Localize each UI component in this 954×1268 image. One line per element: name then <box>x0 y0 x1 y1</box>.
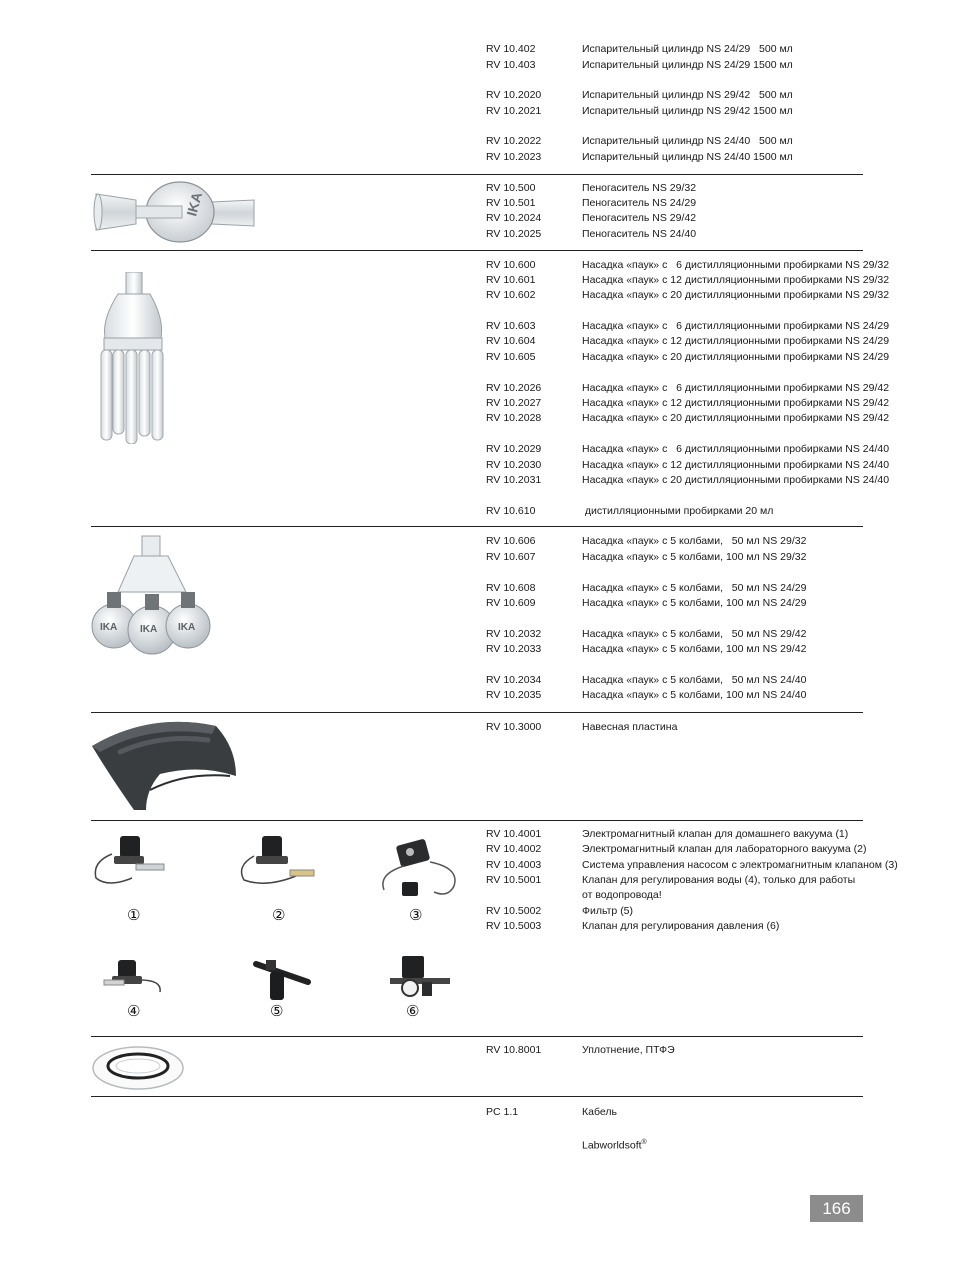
ika-logo: IKA <box>178 622 196 633</box>
product-description <box>582 150 793 164</box>
product-description <box>582 42 793 56</box>
product-description <box>582 458 889 472</box>
product-description <box>582 720 677 734</box>
section-divider <box>91 820 863 821</box>
product-description <box>582 350 889 364</box>
product-code: RV 10.2028 <box>486 412 542 424</box>
product-description <box>582 134 793 148</box>
product-description-text: Электромагнитный клапан для домашнего вакуума (1) <box>582 828 849 840</box>
product-description-text: Насадка «паук» с 20 дистилляционными пробирками NS 29/42 <box>582 412 890 424</box>
product-description-text: Насадка «паук» с 20 дистилляционными пробирками NS 24/29 <box>582 351 890 363</box>
product-description <box>582 442 889 456</box>
product-description-text: Насадка «паук» с 20 дистилляционными пробирками NS 29/32 <box>582 289 890 301</box>
product-code: RV 10.2026 <box>486 382 542 394</box>
product-description-text: Насадка «паук» с 6 дистилляционными пробирками NS 24/29 <box>582 320 890 332</box>
product-description-text: Электромагнитный клапан для лабораторного вакуума (2) <box>582 843 867 855</box>
product-code: RV 10.3000 <box>486 721 542 733</box>
ika-logo: IKA <box>140 624 158 635</box>
product-description <box>582 827 848 841</box>
foam-brake-illustration <box>92 180 258 246</box>
filter-illustration <box>252 954 312 1004</box>
section-divider <box>91 1096 863 1097</box>
product-code: RV 10.5002 <box>486 905 542 917</box>
product-code: RV 10.2033 <box>486 643 542 655</box>
product-description <box>582 688 806 702</box>
product-code: RV 10.600 <box>486 259 536 271</box>
product-code: RV 10.2027 <box>486 397 542 409</box>
product-code: RV 10.2021 <box>486 105 542 117</box>
mounting-plate-illustration <box>90 718 240 812</box>
product-description-text: Насадка «паук» с 5 колбами, 100 мл NS 29/42 <box>582 643 807 655</box>
product-description-text: Фильтр (5) <box>582 905 634 917</box>
page-number: 166 <box>810 1195 863 1222</box>
product-code: RV 10.2022 <box>486 135 542 147</box>
product-description-text: Насадка «паук» с 5 колбами, 50 мл NS 24/29 <box>582 582 807 594</box>
product-code: RV 10.5001 <box>486 874 542 886</box>
marker-2: ② <box>272 906 286 924</box>
product-description-text: Насадка «паук» с 20 дистилляционными пробирками NS 24/40 <box>582 474 890 486</box>
product-code: RV 10.2025 <box>486 228 542 240</box>
product-code: RV 10.604 <box>486 335 536 347</box>
product-code: RV 10.606 <box>486 535 536 547</box>
product-description <box>582 473 889 487</box>
product-description <box>582 596 806 610</box>
product-description <box>582 258 889 272</box>
product-code: RV 10.402 <box>486 43 536 55</box>
product-description-text: Насадка «паук» с 6 дистилляционными пробирками NS 29/42 <box>582 382 890 394</box>
product-description-text: Пеногаситель NS 29/42 <box>582 212 697 224</box>
product-description <box>582 288 889 302</box>
product-description-text: Насадка «паук» с 6 дистилляционными пробирками NS 29/32 <box>582 259 890 271</box>
product-description-text: Система управления насосом с электромагнитным клапаном (3) <box>582 859 898 871</box>
product-description-text: Пеногаситель NS 24/40 <box>582 228 697 240</box>
product-description-text: дистилляционными пробирками 20 мл <box>582 505 774 517</box>
pressure-regulator-illustration <box>388 954 452 1000</box>
product-description-text: Насадка «паук» с 12 дистилляционными пробирками NS 24/29 <box>582 335 890 347</box>
product-description-text: Пеногаситель NS 29/32 <box>582 182 697 194</box>
product-description-text: Уплотнение, ПТФЭ <box>582 1044 675 1056</box>
product-code: RV 10.2034 <box>486 674 542 686</box>
product-description-text: Насадка «паук» с 5 колбами, 100 мл NS 24/40 <box>582 689 807 701</box>
marker-6: ⑥ <box>406 1002 420 1020</box>
product-code: RV 10.602 <box>486 289 536 301</box>
product-description-text: Испарительный цилиндр NS 24/40 1500 мл <box>582 151 793 163</box>
product-code: RV 10.609 <box>486 597 536 609</box>
product-description <box>582 873 866 903</box>
product-description-text: Испарительный цилиндр NS 29/42 1500 мл <box>582 105 793 117</box>
product-description <box>582 1105 617 1119</box>
product-description-text: Испарительный цилиндр NS 24/40 500 мл <box>582 135 793 147</box>
product-code: RV 10.2029 <box>486 443 542 455</box>
product-code: RV 10.2030 <box>486 459 542 471</box>
product-description-text: Насадка «паук» с 5 колбами, 50 мл NS 29/42 <box>582 628 807 640</box>
product-description <box>582 273 889 287</box>
product-description-text: Насадка «паук» с 12 дистилляционными пробирками NS 29/32 <box>582 274 890 286</box>
product-code: RV 10.4002 <box>486 843 542 855</box>
product-description-text: Клапан для регулирования давления (6) <box>582 920 780 932</box>
product-description-text: Навесная пластина <box>582 721 678 733</box>
product-description-text: Насадка «паук» с 5 колбами, 50 мл NS 24/40 <box>582 674 807 686</box>
product-description <box>582 673 806 687</box>
product-description <box>582 581 806 595</box>
spider-tubes-illustration <box>98 272 168 444</box>
product-description-text: Испарительный цилиндр NS 24/29 1500 мл <box>582 59 793 71</box>
product-code: RV 10.8001 <box>486 1044 542 1056</box>
ika-logo: IKA <box>183 190 206 218</box>
registered-mark: ® <box>641 1139 647 1146</box>
product-code: RV 10.500 <box>486 182 536 194</box>
product-code: RV 10.4001 <box>486 828 542 840</box>
product-description <box>582 842 866 856</box>
marker-3: ③ <box>409 906 423 924</box>
product-code: RV 10.2023 <box>486 151 542 163</box>
ptfe-seal-illustration <box>90 1042 186 1092</box>
product-description-text: Кабель <box>582 1106 617 1118</box>
section-divider <box>91 526 863 527</box>
water-valve-illustration <box>100 956 166 998</box>
product-code: RV 10.501 <box>486 197 536 209</box>
product-code: RV 10.2020 <box>486 89 542 101</box>
product-description <box>582 396 889 410</box>
section-divider <box>91 174 863 175</box>
product-code: PC 1.1 <box>486 1106 519 1118</box>
product-description-text: Испарительный цилиндр NS 29/42 500 мл <box>582 89 793 101</box>
product-code: RV 10.2035 <box>486 689 542 701</box>
product-description-text: Насадка «паук» с 5 колбами, 100 мл NS 24/29 <box>582 597 807 609</box>
product-code: RV 10.2024 <box>486 212 542 224</box>
spider-flasks-illustration <box>90 534 214 656</box>
marker-4: ④ <box>127 1002 141 1020</box>
vacuum-valve-home-illustration <box>92 834 166 888</box>
product-description <box>582 319 889 333</box>
section-divider <box>91 250 863 251</box>
product-description <box>582 858 898 872</box>
marker-1: ① <box>127 906 141 924</box>
product-description <box>582 181 696 195</box>
product-description <box>582 627 806 641</box>
product-code: RV 10.2032 <box>486 628 542 640</box>
product-description <box>582 227 696 241</box>
product-code: RV 10.601 <box>486 274 536 286</box>
product-description <box>582 1043 675 1057</box>
product-code: RV 10.2031 <box>486 474 542 486</box>
product-description-text: Клапан для регулирования воды (4), только для работы от водопровода! <box>582 874 856 901</box>
product-code: RV 10.610 <box>486 505 536 517</box>
product-description-text: Пеногаситель NS 24/29 <box>582 197 697 209</box>
vacuum-valve-lab-illustration <box>236 834 316 888</box>
product-description-text: Насадка «паук» с 6 дистилляционными пробирками NS 24/40 <box>582 443 890 455</box>
product-description <box>582 104 793 118</box>
product-description-text: Насадка «паук» с 5 колбами, 50 мл NS 29/32 <box>582 535 807 547</box>
product-code: RV 10.5003 <box>486 920 542 932</box>
product-code: RV 10.603 <box>486 320 536 332</box>
product-code: RV 10.608 <box>486 582 536 594</box>
product-description <box>582 919 779 933</box>
product-description-text: Насадка «паук» с 5 колбами, 100 мл NS 29/32 <box>582 551 807 563</box>
marker-5: ⑤ <box>270 1002 284 1020</box>
product-description <box>582 642 806 656</box>
product-description <box>582 196 696 210</box>
product-description <box>582 381 889 395</box>
product-description <box>582 904 633 918</box>
product-description <box>582 534 806 548</box>
product-description <box>582 334 889 348</box>
product-description-text: Насадка «паук» с 12 дистилляционными пробирками NS 29/42 <box>582 397 890 409</box>
product-description <box>582 504 773 518</box>
product-description-text: Испарительный цилиндр NS 24/29 500 мл <box>582 43 793 55</box>
product-description <box>582 58 793 72</box>
product-code: RV 10.605 <box>486 351 536 363</box>
product-description <box>582 550 806 564</box>
product-description-text: Labworldsoft <box>582 1139 642 1152</box>
product-description <box>582 411 889 425</box>
section-divider <box>91 1036 863 1037</box>
product-description <box>582 88 793 102</box>
pump-control-illustration <box>374 838 466 902</box>
ika-logo: IKA <box>100 622 118 633</box>
product-description <box>582 1136 647 1153</box>
product-code: RV 10.403 <box>486 59 536 71</box>
product-description <box>582 211 696 225</box>
section-divider <box>91 712 863 713</box>
product-description-text: Насадка «паук» с 12 дистилляционными пробирками NS 24/40 <box>582 459 890 471</box>
product-code: RV 10.4003 <box>486 859 542 871</box>
product-code: RV 10.607 <box>486 551 536 563</box>
